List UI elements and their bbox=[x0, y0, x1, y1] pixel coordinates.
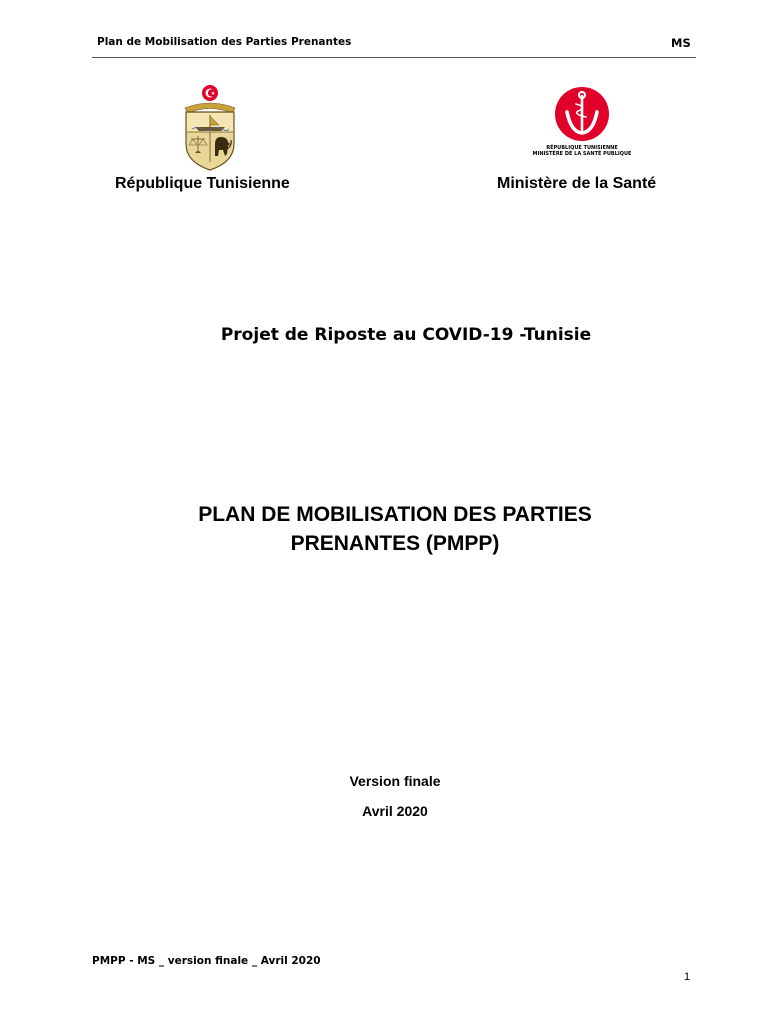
version-label: Version finale bbox=[349, 773, 441, 789]
ministry-label: Ministère de la Santé bbox=[497, 175, 657, 192]
document-title-line2: PRENANTES (PMPP) bbox=[290, 532, 500, 555]
page-number: 1 bbox=[684, 971, 691, 983]
document-title bbox=[120, 500, 670, 558]
project-title: Projet de Riposte au COVID-19 -Tunisie bbox=[220, 325, 592, 345]
footer-text: PMPP - MS _ version finale _ Avril 2020 bbox=[92, 955, 321, 967]
header-divider bbox=[92, 57, 696, 58]
coat-of-arms-icon bbox=[177, 82, 243, 172]
document-title-line1: PLAN DE MOBILISATION DES PARTIES bbox=[198, 503, 592, 526]
republic-label: République Tunisienne bbox=[115, 175, 290, 192]
ministry-logo-caption-line2: MINISTÈRE DE LA SANTÉ PUBLIQUE bbox=[532, 151, 632, 157]
running-header-title: Plan de Mobilisation des Parties Prenantes bbox=[97, 36, 352, 48]
running-header-tag: MS bbox=[671, 36, 691, 50]
ministry-logo-caption-line1: RÉPUBLIQUE TUNISIENNE bbox=[546, 145, 618, 151]
date-label: Avril 2020 bbox=[362, 803, 428, 819]
